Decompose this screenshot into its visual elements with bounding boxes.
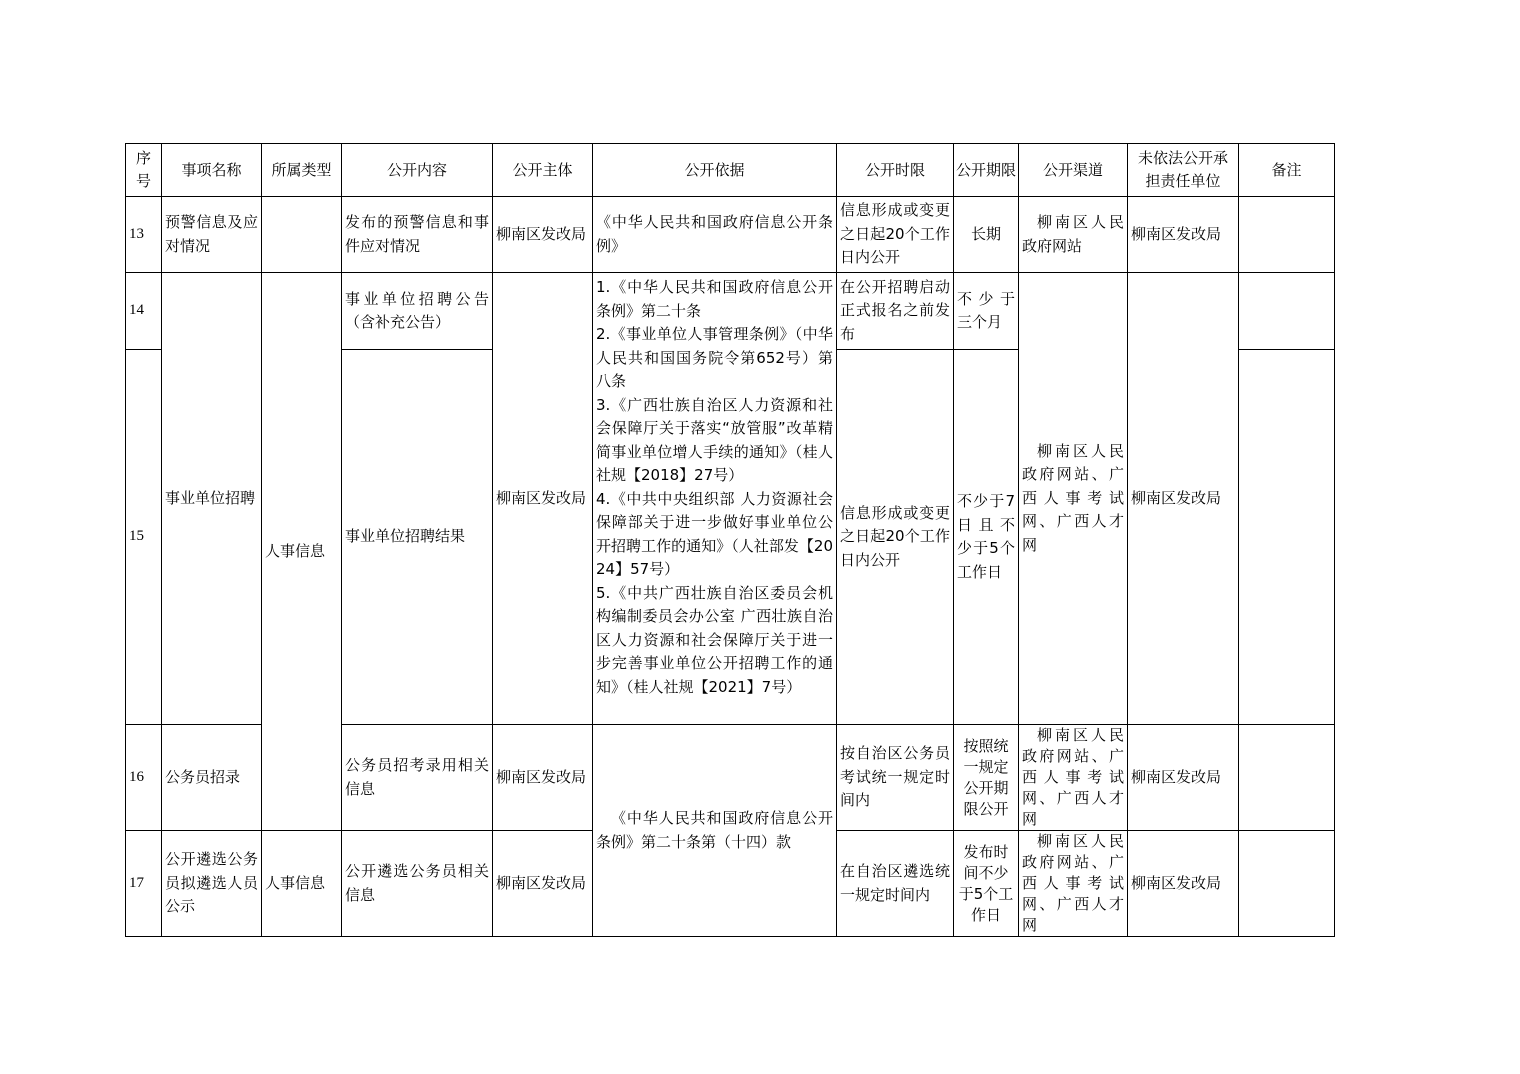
row-remark [1239, 197, 1335, 273]
row-remark [1239, 273, 1335, 350]
row-content: 公务员招考录用相关信息 [342, 725, 493, 831]
header-name: 事项名称 [162, 144, 262, 197]
row-name: 公开遴选公务员拟遴选人员公示 [162, 831, 262, 937]
row-time-limit: 信息形成或变更之日起20个工作日内公开 [837, 197, 954, 273]
header-content: 公开内容 [342, 144, 493, 197]
row-remark [1239, 831, 1335, 937]
row-period: 不少于三个月 [954, 273, 1019, 350]
header-time-limit: 公开时限 [837, 144, 954, 197]
header-basis: 公开依据 [593, 144, 837, 197]
row-seq: 13 [126, 197, 162, 273]
row-subject: 柳南区发改局 [493, 725, 593, 831]
row-channel: 柳南区人民政府网站、广西人事考试网、广西人才网 [1019, 831, 1128, 937]
recruit-basis-item: 4.《中共中央组织部 人力资源社会保障部关于进一步做好事业单位公开招聘工作的通知》（人社部发【2024】57号） [596, 489, 833, 578]
recruit-responsible: 柳南区发改局 [1128, 273, 1239, 725]
row-basis: 《中华人民共和国政府信息公开条例》 [593, 197, 837, 273]
recruit-basis-item: 5.《中共广西壮族自治区委员会机构编制委员会办公室 广西壮族自治区人力资源和社会保障厅关于进一步完善事业单位公开招聘工作的通知》（桂人社规【2021】7号） [596, 583, 833, 696]
row-seq: 16 [126, 725, 162, 831]
row-seq: 15 [126, 350, 162, 725]
row-seq: 17 [126, 831, 162, 937]
row-responsible: 柳南区发改局 [1128, 197, 1239, 273]
table-row [126, 197, 1335, 273]
row-content: 事业单位招聘公告（含补充公告） [342, 273, 493, 350]
civil-basis: 《中华人民共和国政府信息公开条例》第二十条第（十四）款 [593, 725, 837, 937]
row-period: 长期 [954, 197, 1019, 273]
row-type [262, 197, 342, 273]
row-seq: 14 [126, 273, 162, 350]
recruit-subject: 柳南区发改局 [493, 273, 593, 725]
recruit-channel: 柳南区人民政府网站、广西人事考试网、广西人才网 [1019, 273, 1128, 725]
row-time-limit: 在公开招聘启动正式报名之前发布 [837, 273, 954, 350]
header-remark: 备注 [1239, 144, 1335, 197]
header-subject: 公开主体 [493, 144, 593, 197]
table-header-row [126, 144, 1335, 197]
row-subject: 柳南区发改局 [493, 197, 593, 273]
row-remark [1239, 725, 1335, 831]
recruit-name: 事业单位招聘 [162, 273, 262, 725]
header-channel: 公开渠道 [1019, 144, 1128, 197]
row-period: 按照统一规定公开期限公开 [954, 725, 1019, 831]
row-responsible: 柳南区发改局 [1128, 831, 1239, 937]
row-period: 发布时间不少于5个工作日 [954, 831, 1019, 937]
row-time-limit: 在自治区遴选统一规定时间内 [837, 831, 954, 937]
row-content: 公开遴选公务员相关信息 [342, 831, 493, 937]
row-subject: 柳南区发改局 [493, 831, 593, 937]
row-responsible: 柳南区发改局 [1128, 725, 1239, 831]
recruit-basis-item: 1.《中华人民共和国政府信息公开条例》第二十条 [596, 278, 833, 320]
row-content: 发布的预警信息和事件应对情况 [342, 197, 493, 273]
header-responsible: 未依法公开承担责任单位 [1128, 144, 1239, 197]
row-content: 事业单位招聘结果 [342, 350, 493, 725]
header-type: 所属类型 [262, 144, 342, 197]
row-period: 不少于7日且不少于5个工作日 [954, 350, 1019, 725]
row-type: 人事信息 [262, 831, 342, 937]
row-remark [1239, 350, 1335, 725]
recruit-basis-cell [593, 273, 837, 725]
disclosure-table [125, 143, 1335, 937]
recruit-type: 人事信息 [262, 273, 342, 831]
row-name: 公务员招录 [162, 725, 262, 831]
row-time-limit: 按自治区公务员考试统一规定时间内 [837, 725, 954, 831]
row-channel: 柳南区人民政府网站、广西人事考试网、广西人才网 [1019, 725, 1128, 831]
row-time-limit: 信息形成或变更之日起20个工作日内公开 [837, 350, 954, 725]
recruit-basis-item: 3.《广西壮族自治区人力资源和社会保障厅关于落实“放管服”改革精简事业单位增人手续的通知》（桂人社规【2018】27号） [596, 395, 833, 484]
header-period: 公开期限 [954, 144, 1019, 197]
recruit-basis-item: 2.《事业单位人事管理条例》（中华人民共和国国务院令第652号）第八条 [596, 325, 833, 390]
table-row [126, 273, 1335, 350]
row-name: 预警信息及应对情况 [162, 197, 262, 273]
header-seq: 序号 [126, 144, 162, 197]
row-channel: 柳南区人民政府网站 [1019, 197, 1128, 273]
